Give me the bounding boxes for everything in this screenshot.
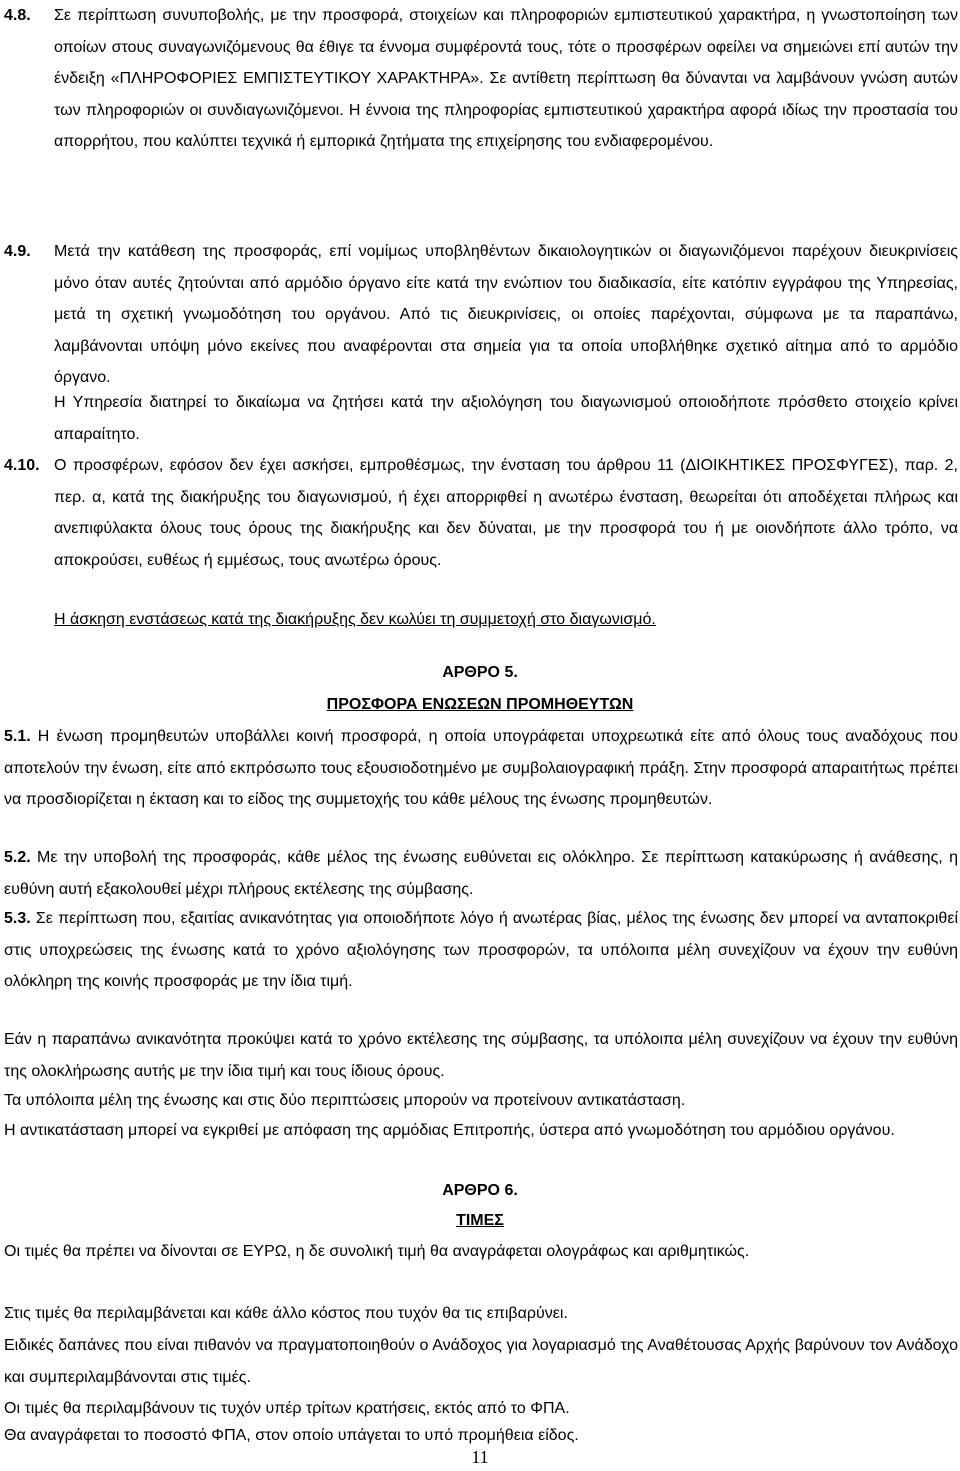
article-5-heading: ΑΡΘΡΟ 5.	[442, 664, 518, 681]
paragraph-5-1-text: Η ένωση προμηθευτών υποβάλλει κοινή προσφορά, η οποία υπογράφεται υποχρεωτικά είτε από όλους τους αναδόχους που αποτελούν την ένωση, είτε από εκπρόσωπο τους εξουσιοδοτημένο με συμβολαιογραφική πράξη. Στην προσφορά απαραιτήτως πρέπει να προσδιορίζεται η έκταση και το είδος της συμμετοχής του κάθε μέλους της ένωσης προμηθευτών.	[4, 728, 958, 808]
article-6-paragraph-1-text: Οι τιμές θα πρέπει να δίνονται σε ΕΥΡΩ, η δε συνολική τιμή θα αναγράφεται ολογράφως και αριθμητικώς.	[4, 1243, 750, 1260]
paragraph-5-2-text: Με την υποβολή της προσφοράς, κάθε μέλος της ένωσης ευθύνεται εις ολόκληρο. Σε περίπτωση κατακύρωσης ή ανάθεσης, η ευθύνη αυτή εξακολουθεί μέχρι πλήρους εκτέλεσης της σύμβασης.	[4, 849, 958, 898]
article-6-paragraph-2-text: Στις τιμές θα περιλαμβάνεται και κάθε άλλο κόστος που τυχόν θα τις επιβαρύνει.	[4, 1305, 568, 1322]
paragraph-5-1	[4, 721, 958, 816]
section-4-10	[54, 450, 958, 576]
article-6-heading: ΑΡΘΡΟ 6.	[442, 1182, 518, 1199]
article-6-paragraph-2	[4, 1298, 958, 1330]
section-4-10-note-text: Η άσκηση ενστάσεως κατά της διακήρυξης δεν κωλύει τη συμμετοχή στο διαγωνισμό.	[54, 611, 656, 628]
article-6-paragraph-3-text: Ειδικές δαπάνες που είναι πιθανόν να πραγματοποιηθούν ο Ανάδοχος για λογαριασμό της Αναθέτουσας Αρχής βαρύνουν τον Ανάδοχο και συμπεριλαμβάνονται στις τιμές.	[4, 1337, 958, 1386]
paragraph-5-3-text: Σε περίπτωση που, εξαιτίας ανικανότητας για οποιοδήποτε λόγο ή ανωτέρας βίας, μέλος της ένωσης δεν μπορεί να ανταποκριθεί στις υποχρεώσεις της ένωσης κατά το χρόνο αξιολόγησης των προσφορών, τα υπόλοιπα μέλη συνεχίζουν να έχουν την ευθύνη ολόκληρη της κοινής προσφοράς με την ίδια τιμή.	[4, 910, 958, 990]
article-6-title: ΤΙΜΕΣ	[456, 1212, 504, 1229]
section-4-9-text-2: Η Υπηρεσία διατηρεί το δικαίωμα να ζητήσει κατά την αξιολόγηση του διαγωνισμού οποιοδήποτε πρόσθετο στοιχείο κρίνει απαραίτητο.	[54, 394, 958, 443]
section-4-10-text: Ο προσφέρων, εφόσον δεν έχει ασκήσει, εμπροθέσμως, την ένσταση του άρθρου 11 (ΔΙΟΙΚΗΤΙΚΕΣ ΠΡΟΣΦΥΓΕΣ), παρ. 2, περ. α, κατά της διακήρυξης του διαγωνισμού, ή έχει απορριφθεί η ανωτέρω ένσταση, θεωρείται ότι αποδέχεται πλήρως και ανεπιφύλακτα όλους τους όρους της διακήρυξης και δεν δύναται, με την προσφορά του ή με οιονδήποτε άλλο τρόπο, να αποκρούσει, ευθέως ή εμμέσως, τους ανωτέρω όρους.	[54, 457, 958, 569]
paragraph-5-3	[4, 903, 958, 998]
section-4-8-text: Σε περίπτωση συνυποβολής, με την προσφορά, στοιχείων και πληροφοριών εμπιστευτικού χαρακτήρα, η γνωστοποίηση των οποίων στους συναγωνιζόμενους θα έθιγε τα έννομα συμφέροντά τους, τότε ο προσφέρων οφείλει να σημειώνει επί αυτών την ένδειξη «ΠΛΗΡΟΦΟΡΙΕΣ ΕΜΠΙΣΤΕΥΤΙΚΟΥ ΧΑΡΑΚΤΗΡΑ». Σε αντίθετη περίπτωση θα δύνανται να λαμβάνουν γνώση αυτών των πληροφοριών οι συνδιαγωνιζόμενοι. Η έννοια της πληροφορίας εμπιστευτικού χαρακτήρα αφορά ιδίως την προστασία του απορρήτου, που καλύπτει τεχνικά ή εμπορικά ζητήματα της επιχείρησης του ενδιαφερομένου.	[54, 7, 958, 150]
section-4-8-number: 4.8.	[4, 7, 31, 24]
article-6-paragraph-3	[4, 1330, 958, 1393]
page-number: 11	[471, 1447, 489, 1467]
section-4-9-paragraph-2	[54, 387, 958, 450]
section-4-10-underlined-note	[54, 604, 958, 636]
article-6-paragraph-4-text: Οι τιμές θα περιλαμβάνουν τις τυχόν υπέρ τρίτων κρατήσεις, εκτός από το ΦΠΑ.	[4, 1400, 570, 1417]
paragraph-5-3-d-text: Η αντικατάσταση μπορεί να εγκριθεί με απόφαση της αρμόδιας Επιτροπής, ύστερα από γνωμοδότηση του αρμόδιου οργάνου.	[4, 1122, 895, 1139]
paragraph-5-3-b	[4, 1024, 958, 1087]
section-4-9	[54, 236, 958, 394]
section-4-10-number: 4.10.	[4, 457, 40, 474]
paragraph-5-1-number: 5.1.	[4, 728, 31, 745]
paragraph-5-3-c-text: Τα υπόλοιπα μέλη της ένωσης και στις δύο περιπτώσεις μπορούν να προτείνουν αντικατάσταση.	[4, 1092, 686, 1109]
paragraph-5-3-b-text: Εάν η παραπάνω ανικανότητα προκύψει κατά το χρόνο εκτέλεσης της σύμβασης, τα υπόλοιπα μέλη συνεχίζουν να έχουν την ευθύνη της ολοκλήρωσης αυτής με την ίδια τιμή και τους ίδιους όρους.	[4, 1031, 958, 1080]
section-4-9-text: Μετά την κατάθεση της προσφοράς, επί νομίμως υποβληθέντων δικαιολογητικών οι διαγωνιζόμενοι παρέχουν διευκρινίσεις μόνο όταν αυτές ζητούνται από αρμόδιο όργανο είτε κατά την ενώπιον του διαδικασία, είτε κατόπιν εγγράφου της Υπηρεσίας, μετά τη σχετική γνωμοδότηση του οργάνου. Από τις διευκρινίσεις, οι οποίες παρέχονται, σύμφωνα με τα παραπάνω, λαμβάνονται υπόψη μόνο εκείνες που αναφέρονται στα σημεία για τα οποία υποβλήθηκε σχετικό αίτημα από το αρμόδιο όργανο.	[54, 243, 958, 386]
paragraph-5-2	[4, 842, 958, 905]
paragraph-5-2-number: 5.2.	[4, 849, 31, 866]
paragraph-5-3-number: 5.3.	[4, 910, 31, 927]
article-6-paragraph-5-text: Θα αναγράφεται το ποσοστό ΦΠΑ, στον οποίο υπάγεται το υπό προμήθεια είδος.	[4, 1427, 579, 1444]
paragraph-5-3-c	[4, 1085, 958, 1117]
article-5-title: ΠΡΟΣΦΟΡΑ ΕΝΩΣΕΩΝ ΠΡΟΜΗΘΕΥΤΩΝ	[326, 696, 634, 713]
article-6-paragraph-1	[4, 1236, 958, 1268]
section-4-8	[54, 0, 958, 158]
section-4-9-number: 4.9.	[4, 243, 31, 260]
paragraph-5-3-d	[4, 1115, 958, 1147]
